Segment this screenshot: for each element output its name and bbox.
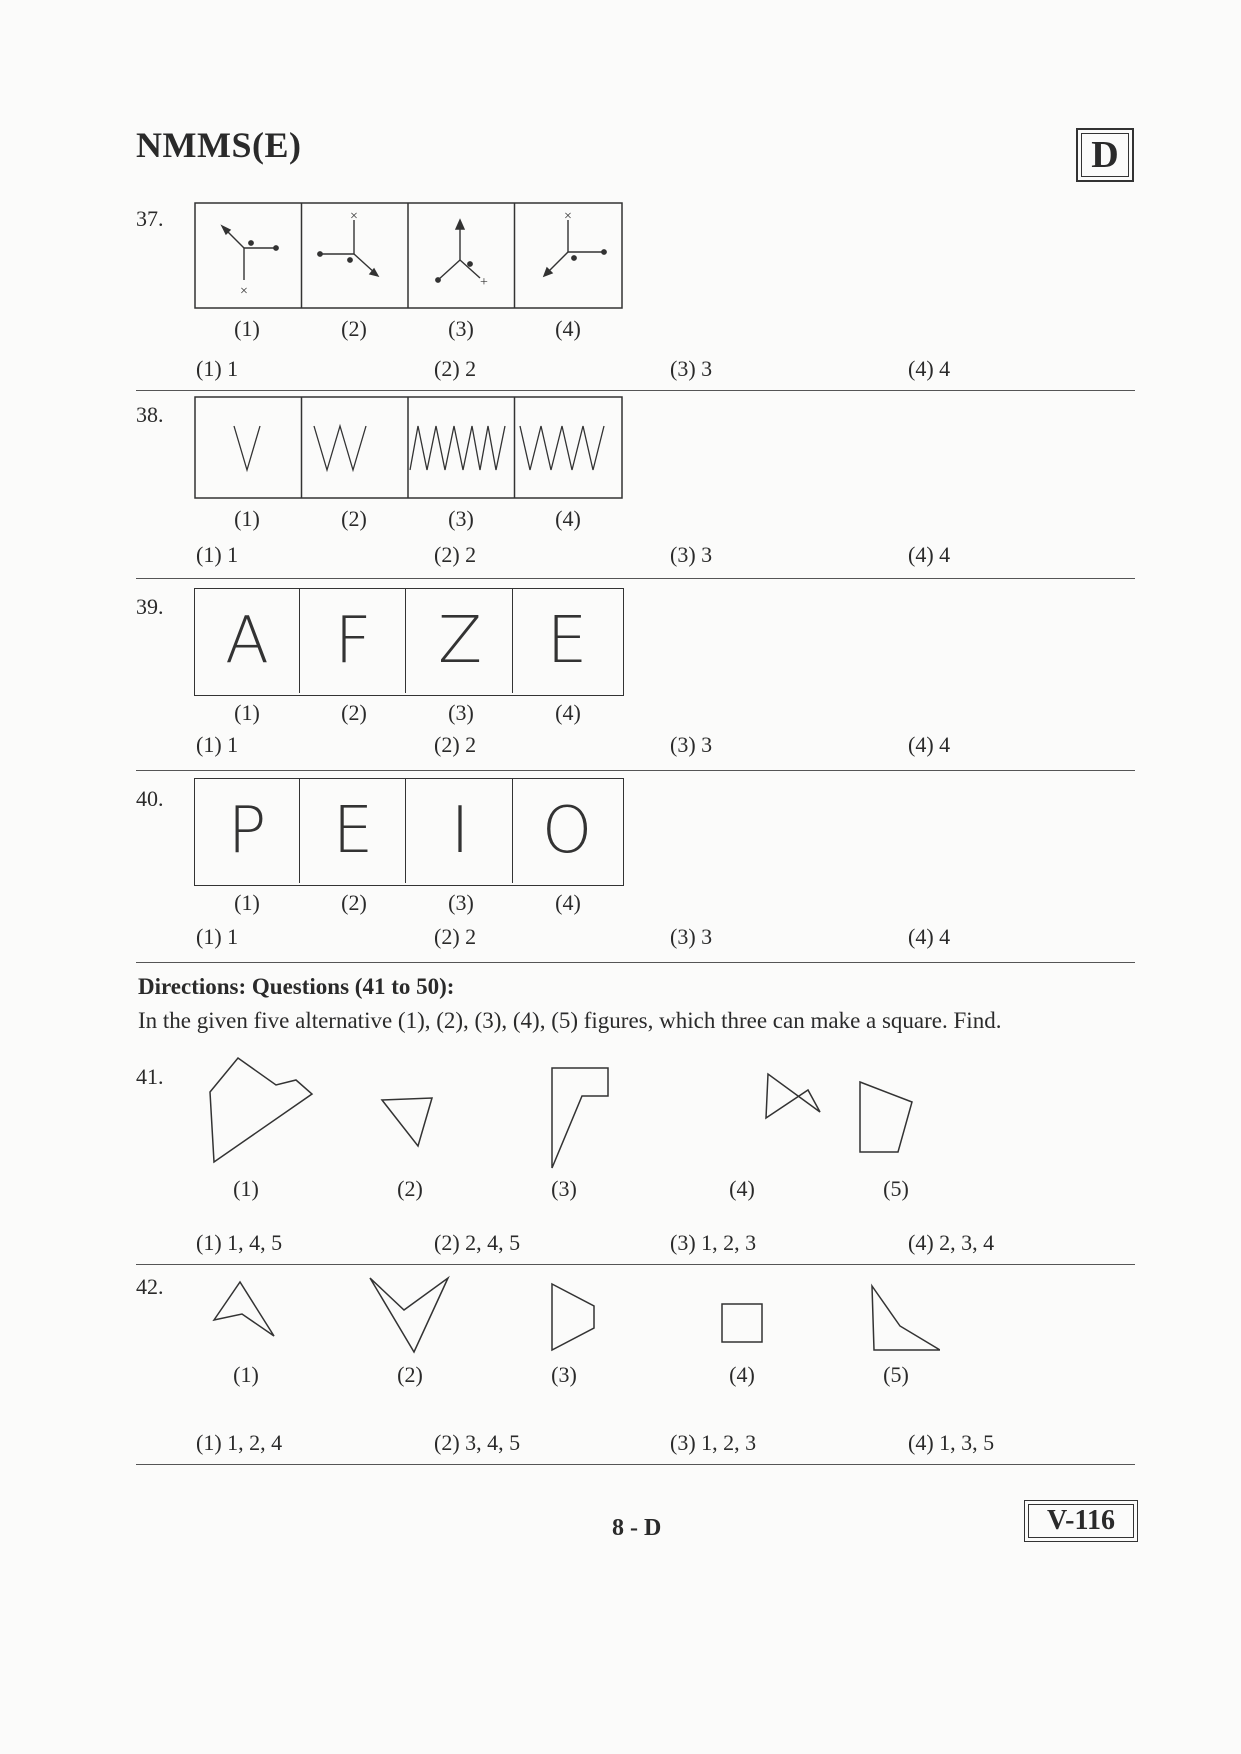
q42-label-1: (1) (233, 1362, 259, 1387)
q40-figure-strip (194, 778, 624, 886)
q42-option-1[interactable]: (1) 1, 2, 4 (196, 1430, 283, 1455)
q42-shape-4 (722, 1304, 762, 1342)
q41-option-3[interactable]: (3) 1, 2, 3 (670, 1230, 757, 1255)
q39-fig-1: A (195, 589, 300, 693)
q37-option-3[interactable]: (3) 3 (670, 356, 713, 381)
question-number-39: 39. (136, 594, 164, 619)
q38-option-4[interactable]: (4) 4 (908, 542, 951, 567)
q41-label-3: (3) (551, 1176, 577, 1201)
q39-figure-strip (194, 588, 624, 696)
q41-shape-2 (382, 1098, 432, 1146)
q41-figures (200, 1050, 920, 1170)
q38-fig-4 (520, 426, 604, 470)
q41-option-2[interactable]: (2) 2, 4, 5 (434, 1230, 521, 1255)
q38-option-3[interactable]: (3) 3 (670, 542, 713, 567)
svg-text:×: × (564, 209, 572, 224)
question-number-41: 41. (136, 1064, 164, 1089)
q37-label-2: (2) (341, 316, 367, 341)
q41-shape-4 (766, 1074, 820, 1118)
q40-option-1[interactable]: (1) 1 (196, 924, 239, 949)
divider (136, 1464, 1135, 1465)
q40-option-4[interactable]: (4) 4 (908, 924, 951, 949)
q39-fig-4: E (546, 604, 588, 678)
q40-label-2: (2) (341, 890, 367, 915)
q40-label-3: (3) (448, 890, 474, 915)
q39-option-1[interactable]: (1) 1 (196, 732, 239, 757)
q39-label-2: (2) (341, 700, 367, 725)
q38-label-1: (1) (234, 506, 260, 531)
q37-fig-3 (436, 220, 488, 290)
q37-option-4[interactable]: (4) 4 (908, 356, 951, 381)
divider (136, 390, 1135, 391)
q42-option-4[interactable]: (4) 1, 3, 5 (908, 1430, 995, 1455)
directions-title: Directions: Questions (41 to 50): (138, 974, 455, 999)
q42-label-3: (3) (551, 1362, 577, 1387)
q37-fig-1 (222, 226, 278, 299)
q38-fig-3 (410, 426, 505, 470)
directions-text: In the given five alternative (1), (2), (3), (4), (5) figures, which three can make a square. Find. (138, 1008, 1002, 1033)
q41-option-4[interactable]: (4) 2, 3, 4 (908, 1230, 995, 1255)
set-code: D (1081, 133, 1129, 177)
q41-option-1[interactable]: (1) 1, 4, 5 (196, 1230, 283, 1255)
question-number-38: 38. (136, 402, 164, 427)
q38-label-2: (2) (341, 506, 367, 531)
q41-label-1: (1) (233, 1176, 259, 1201)
q37-fig-2 (318, 209, 378, 276)
q42-label-5: (5) (883, 1362, 909, 1387)
q40-fig-4: O (541, 794, 593, 868)
q39-fig-2: F (301, 589, 406, 693)
svg-text:+: + (480, 275, 488, 290)
q41-shape-3 (552, 1068, 608, 1168)
q40-label-1: (1) (234, 890, 260, 915)
q41-label-4: (4) (729, 1176, 755, 1201)
q42-label-2: (2) (397, 1362, 423, 1387)
svg-text:×: × (240, 284, 248, 299)
divider (136, 962, 1135, 963)
q38-option-1[interactable]: (1) 1 (196, 542, 239, 567)
divider (136, 578, 1135, 579)
question-number-37: 37. (136, 206, 164, 231)
q37-option-1[interactable]: (1) 1 (196, 356, 239, 381)
paper-code-badge (1024, 1500, 1138, 1542)
q39-option-3[interactable]: (3) 3 (670, 732, 713, 757)
q42-option-3[interactable]: (3) 1, 2, 3 (670, 1430, 757, 1455)
paper-code: V-116 (1028, 1504, 1134, 1538)
page-title: NMMS(E) (136, 125, 302, 165)
q42-shape-3 (552, 1284, 594, 1350)
q37-label-4: (4) (555, 316, 581, 341)
q38-fig-1 (234, 426, 260, 470)
q38-fig-2 (314, 426, 366, 470)
question-number-42: 42. (136, 1274, 164, 1299)
q42-figures (200, 1270, 940, 1360)
q38-label-4: (4) (555, 506, 581, 531)
q41-label-5: (5) (883, 1176, 909, 1201)
q37-option-2[interactable]: (2) 2 (434, 356, 477, 381)
q42-shape-1 (214, 1282, 274, 1336)
q40-option-3[interactable]: (3) 3 (670, 924, 713, 949)
q39-label-1: (1) (234, 700, 260, 725)
q39-option-4[interactable]: (4) 4 (908, 732, 951, 757)
q40-fig-2: E (301, 779, 406, 883)
q37-fig-4 (544, 209, 606, 276)
q42-label-4: (4) (729, 1362, 755, 1387)
q37-figure-strip (194, 202, 624, 310)
q41-shape-5 (860, 1082, 912, 1152)
q39-fig-3: Z (408, 589, 513, 693)
q42-shape-2 (370, 1278, 448, 1352)
divider (136, 770, 1135, 771)
q40-fig-1: P (195, 779, 300, 883)
q42-shape-5 (872, 1286, 940, 1350)
q39-option-2[interactable]: (2) 2 (434, 732, 477, 757)
q41-label-2: (2) (397, 1176, 423, 1201)
q41-shape-1 (210, 1058, 312, 1162)
divider (136, 1264, 1135, 1265)
svg-text:×: × (350, 209, 358, 224)
q40-fig-3: I (408, 779, 513, 883)
q42-option-2[interactable]: (2) 3, 4, 5 (434, 1430, 521, 1455)
q39-label-3: (3) (448, 700, 474, 725)
set-code-badge (1076, 128, 1134, 182)
q37-label-1: (1) (234, 316, 260, 341)
q37-label-3: (3) (448, 316, 474, 341)
question-number-40: 40. (136, 786, 164, 811)
q40-option-2[interactable]: (2) 2 (434, 924, 477, 949)
q38-option-2[interactable]: (2) 2 (434, 542, 477, 567)
page-number: 8 - D (612, 1515, 662, 1541)
q38-label-3: (3) (448, 506, 474, 531)
q40-label-4: (4) (555, 890, 581, 915)
q38-figure-strip (194, 396, 624, 500)
q39-label-4: (4) (555, 700, 581, 725)
